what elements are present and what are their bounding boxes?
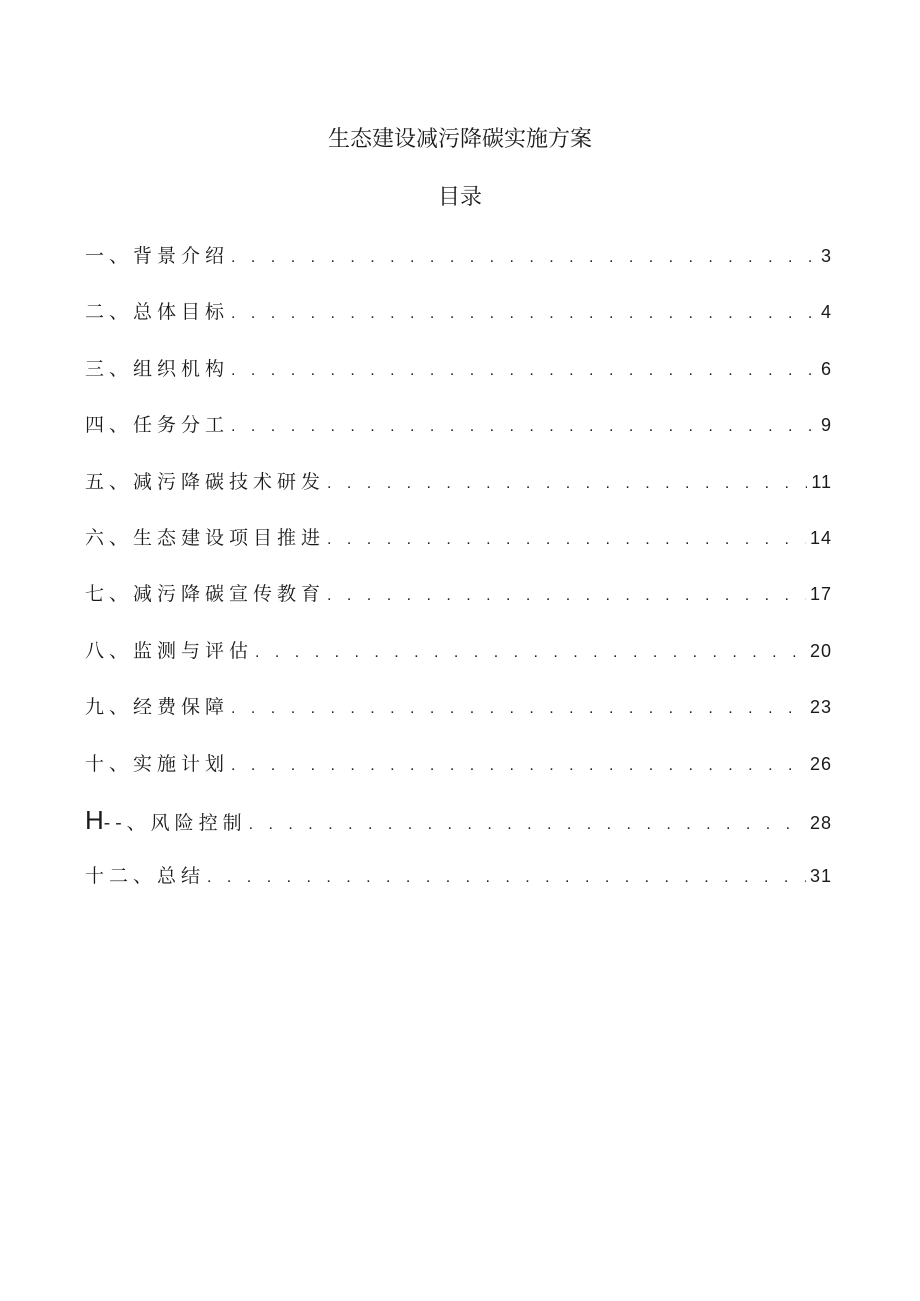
toc-entry-page: 6 [820,358,832,379]
toc-entry-label: 九、经费保障 [85,696,230,719]
toc-entry-5[interactable] [85,464,832,520]
toc-entry-7[interactable] [85,576,832,632]
toc-entry-8[interactable] [85,633,832,689]
toc-entry-6[interactable] [85,520,832,576]
toc-entry-page: 26 [809,753,832,774]
toc-dot-leader [207,860,806,896]
toc-dot-leader [231,748,806,784]
toc-entry-4[interactable] [85,407,832,463]
toc-entry-page: 9 [820,415,832,436]
toc-dot-leader [231,409,817,445]
toc-dot-leader [231,691,806,727]
toc-dot-leader [231,240,817,276]
toc-heading: 目录 [437,185,482,210]
toc-entry-2[interactable] [85,294,832,350]
toc-entry-page: 17 [809,584,832,605]
document-title: 生态建设减污降碳实施方案 [327,127,592,152]
toc-entry-label [85,802,247,841]
toc-entry-label: 六、生态建设项目推进 [85,526,326,549]
toc-entry-12[interactable] [85,858,832,914]
toc-entry-label: 八、监测与评估 [85,639,254,662]
toc-entry-page: 20 [809,640,832,661]
toc-entry-page: 11 [811,471,832,492]
toc-dot-leader [231,353,817,389]
toc-entry-page: 31 [809,866,832,887]
toc-entry-11[interactable] [85,802,832,858]
toc-entry-page: 4 [820,302,832,323]
toc-entry-label: 四、任务分工 [85,414,230,437]
toc-entry-1[interactable] [85,238,832,294]
toc-entry-9[interactable] [85,689,832,745]
toc-entry-label: 五、减污降碳技术研发 [85,470,326,493]
toc-dot-leader [327,466,807,502]
table-of-contents [85,238,832,915]
toc-entry-label-text: --、风险控制 [103,811,247,834]
toc-entry-label: 一、背景介绍 [85,245,230,267]
toc-entry-label-prefix: H [85,804,104,835]
toc-entry-label: 三、组织机构 [85,357,230,380]
toc-entry-page: 14 [809,527,832,548]
toc-entry-label: 二、总体目标 [85,301,230,324]
toc-entry-page: 28 [809,812,832,833]
toc-entry-label: 七、减污降碳宣传教育 [85,583,326,606]
toc-entry-label: 十二、总结 [85,865,206,888]
toc-entry-label: 十、实施计划 [85,752,230,775]
toc-entry-3[interactable] [85,351,832,407]
toc-entry-10[interactable] [85,746,832,802]
toc-dot-leader [327,578,806,614]
toc-dot-leader [249,807,806,843]
toc-dot-leader [231,296,817,332]
toc-dot-leader [255,635,806,671]
toc-dot-leader [327,522,806,558]
toc-entry-page: 3 [820,246,832,266]
toc-entry-page: 23 [809,697,832,718]
